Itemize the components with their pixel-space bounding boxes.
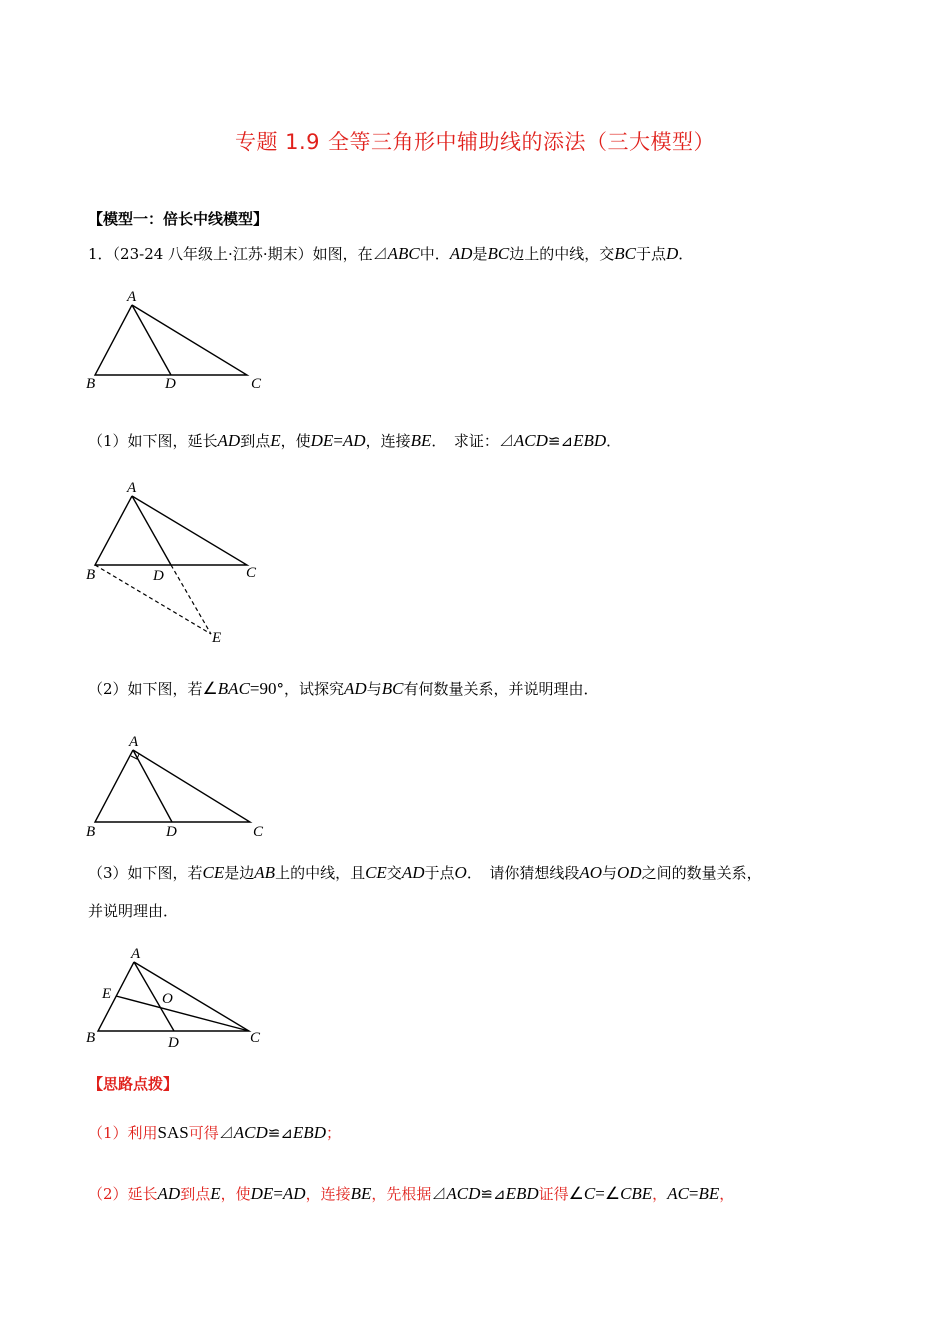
part-3-line-2: 并说明理由． xyxy=(88,902,179,920)
figure-2 xyxy=(85,478,270,648)
label-d: D xyxy=(165,376,176,392)
label-d: D xyxy=(166,824,177,840)
triangle-abc xyxy=(95,496,247,565)
label-a: A xyxy=(131,946,141,962)
label-c: C xyxy=(253,824,264,840)
label-a: A xyxy=(127,289,137,305)
label-e: E xyxy=(102,986,112,1002)
figure-3 xyxy=(85,733,270,843)
part-1: （1）如下图，延长AD到点E，使DE=AD，连接BE． 求证：⊿ACD≌⊿EBD． xyxy=(88,431,622,450)
figure-4 xyxy=(85,943,270,1053)
label-b: B xyxy=(86,1030,96,1046)
hint-2: （2）延长AD到点E，使DE=AD，连接BE，先根据⊿ACD≌⊿EBD证得∠C=∠CBE，AC=BE， xyxy=(88,1184,735,1203)
section-heading: 【模型一：倍长中线模型】 xyxy=(88,210,269,228)
label-d: D xyxy=(153,568,164,584)
median-ce xyxy=(116,996,249,1031)
label-o: O xyxy=(162,991,173,1007)
hint-1: （1）利用SAS可得⊿ACD≌⊿EBD； xyxy=(88,1123,341,1142)
label-b: B xyxy=(86,376,96,392)
label-b: B xyxy=(86,824,96,840)
part-2: （2）如下图，若∠BAC=90°，试探究AD与BC有何数量关系，并说明理由． xyxy=(88,679,599,698)
question-1: 1．（23-24 八年级上·江苏·期末）如图，在⊿ABC中．AD是BC边上的中线，交BC于点D． xyxy=(88,244,694,263)
median-ad xyxy=(133,750,172,822)
title-prefix: 专题 1.9 xyxy=(234,130,321,154)
label-c: C xyxy=(246,565,257,581)
figure-1 xyxy=(85,285,270,395)
median-ad xyxy=(132,496,171,565)
median-ad xyxy=(132,305,171,375)
label-e: E xyxy=(212,630,222,646)
title-main: 全等三角形中辅助线的添法（三大模型） xyxy=(328,130,716,154)
hint-heading: 【思路点拨】 xyxy=(88,1075,179,1093)
label-c: C xyxy=(251,376,262,392)
label-d: D xyxy=(168,1035,179,1051)
label-a: A xyxy=(127,480,137,496)
label-c: C xyxy=(250,1030,261,1046)
extension-de xyxy=(171,565,211,634)
triangle-abc xyxy=(95,305,247,375)
page-title xyxy=(0,126,950,156)
triangle-abc xyxy=(95,750,250,822)
part-3: （3）如下图，若CE是边AB上的中线，且CE交AD于点O． 请你猜想线段AO与OD之间的数量关系， xyxy=(88,863,762,882)
label-a: A xyxy=(129,734,139,750)
label-b: B xyxy=(86,567,96,583)
